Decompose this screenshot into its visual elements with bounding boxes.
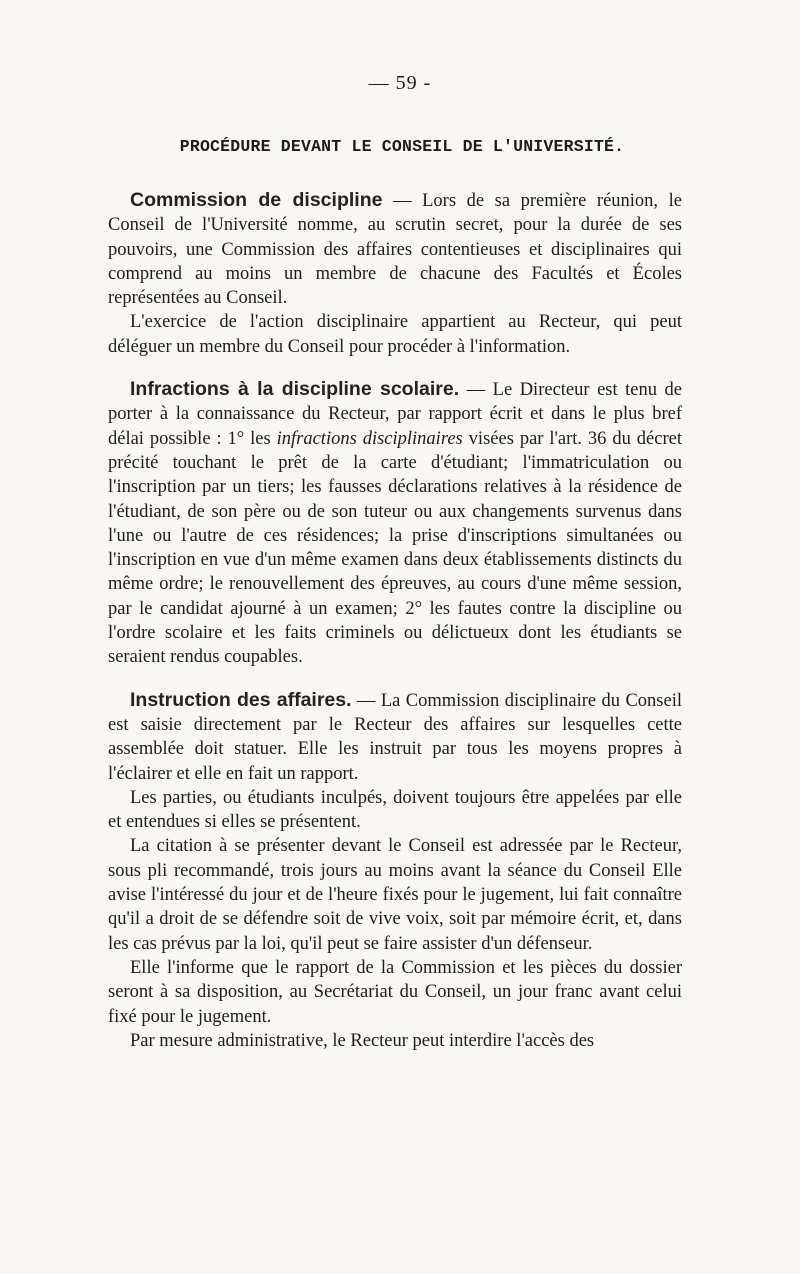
section-instruction-affaires bbox=[108, 688, 682, 1053]
italic-term: infractions disciplinaires bbox=[276, 428, 463, 449]
paragraph bbox=[108, 377, 682, 670]
section-heading: Infractions à la discipline scolaire. bbox=[130, 378, 460, 401]
paragraph-text: — Lors de sa première réunion, le Conseil de l'Université nomme, au scrutin secret, pour la durée de ses pouvoirs, une Commission des affaires contentieuses et disciplinaires qui comprend au moins un membre de chacune des Facultés et Écoles représentées au Conseil. bbox=[108, 191, 682, 309]
paragraph: Par mesure administrative, le Recteur peut interdire l'accès des bbox=[130, 1030, 595, 1051]
paragraph: L'exercice de l'action disciplinaire appartient au Recteur, qui peut déléguer un membre du Conseil pour procéder à l'information. bbox=[108, 312, 682, 357]
section-heading: Instruction des affaires. bbox=[130, 688, 352, 711]
paragraph-text: — La Commission disciplinaire du Conseil est saisie directement par le Recteur des affaires sur lesquelles cette assemblée doit statuer. Elle les instruit par tous les moyens propres à l'éclairer et elle en fait un rapport. bbox=[108, 690, 682, 784]
section-commission-discipline bbox=[108, 188, 682, 359]
paragraph: Elle l'informe que le rapport de la Commission et les pièces du dossier seront à sa disposition, au Secrétariat du Conseil, un jour franc avant celui fixé pour le jugement. bbox=[108, 957, 682, 1027]
section-infractions bbox=[108, 377, 682, 670]
paragraph-text: visées par l'art. 36 du décret précité touchant le prêt de la carte d'étudiant; l'immatriculation ou l'inscription par un tiers; les fausses déclarations relatives à la résidence de l'étudiant, de son père ou de son tuteur ou aux changements survenus dans l'une ou l'autre de ces résidences; la prise d'inscriptions simultanées ou l'inscription en vue d'un même examen dans deux établissements distincts du même ordre; le renouvellement des épreuves, au cours d'une même session, par le candidat ajourné à un examen; 2° les fautes contre la discipline ou l'ordre scolaire et les faits criminels ou délictueux dont les étudiants se seraient rendus coupables. bbox=[108, 428, 682, 668]
paragraph-text: — Le Directeur est tenu de porter à la connaissance du Recteur, par rapport écrit et dans le plus bref délai possible : 1° les bbox=[108, 380, 682, 449]
paragraph bbox=[108, 188, 682, 310]
page-number: — 59 - bbox=[368, 72, 432, 94]
paragraph: Les parties, ou étudiants inculpés, doivent toujours être appelées par elle et entendues si elles se présentent. bbox=[108, 787, 682, 833]
section-heading: Commission de discipline bbox=[130, 189, 383, 211]
paragraph: La citation à se présenter devant le Conseil est adressée par le Recteur, sous pli recommandé, trois jours au moins avant la séance du Conseil Elle avise l'intéressé du jour et de l'heure fixés pour le jugement, lui fait connaître qu'il a droit de se défendre soit de vive voix, soit par mémoire écrit, et, dans les cas prévus par la loi, qu'il peut se faire assister d'un défenseur. bbox=[108, 836, 682, 954]
page-title: PROCÉDURE DEVANT LE CONSEIL DE L'UNIVERSITÉ. bbox=[179, 137, 625, 156]
paragraph bbox=[108, 688, 682, 786]
